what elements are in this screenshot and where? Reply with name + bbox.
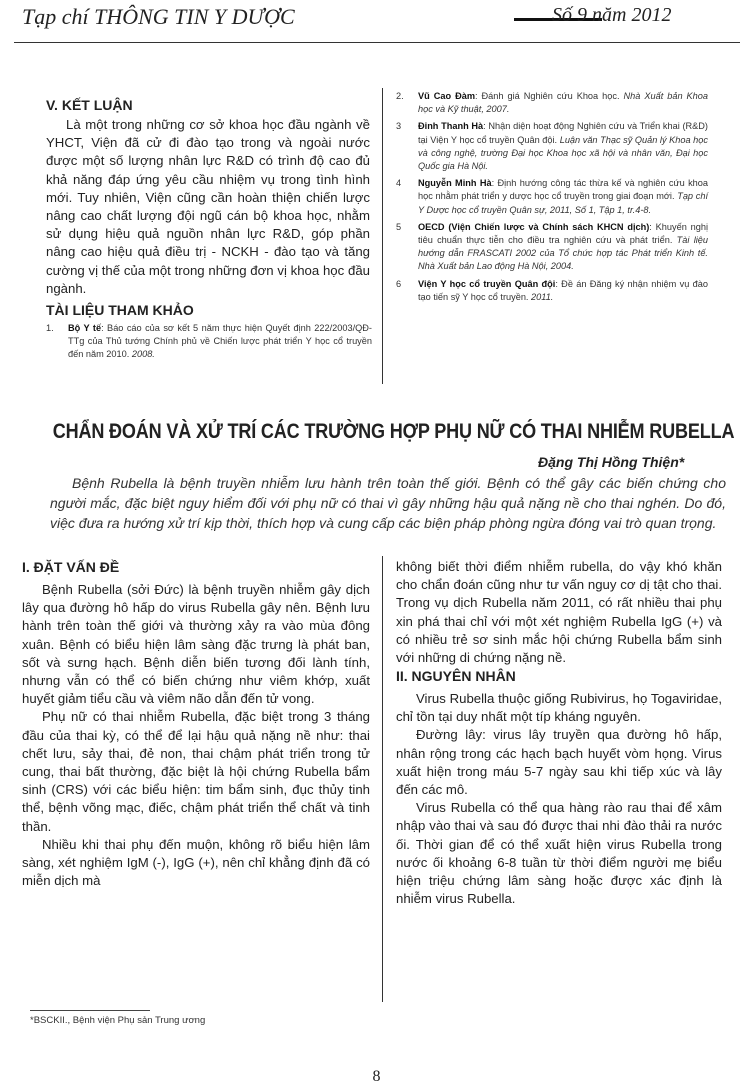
reference-text: : Đánh giá Nghiên cứu Khoa học.: [475, 91, 624, 101]
reference-source: Luận văn Thạc sỹ Quản lý Khoa học và công nghệ, trường Đại học Khoa học xã hội và nhân văn, Đại học Quốc gia Hà Nội.: [418, 134, 708, 172]
reference-number: 1.: [46, 323, 54, 333]
conclusion-paragraph: Là một trong những cơ sở khoa học đầu ngành về YHCT, Viện đã cử đi đào tạo trong và ngoài nước được một số lượng nhân lực R&D có trình độ cao đủ khả năng đáp ứng yêu cầu nhiệm vụ trong tình hình mới. Tuy nhiên, Viện cũng cần hoàn thiện chiến lược nâng cao chất lượng đội ngũ cán bộ khoa học, nhằm sử dụng hiệu quả nguồn nhân lực R&D, góp phần nâng cao hiệu quả điều trị - NCKH - đào tạo và tăng cường vị thế của một trong những đơn vị khoa học đầu ngành.: [46, 117, 370, 296]
section2-text: [396, 690, 722, 908]
reference-item: [396, 221, 708, 274]
reference-text: : Đề án Đăng ký nhận nhiệm vụ đào tạo tiến sỹ Y học cổ truyền.: [418, 278, 708, 302]
article-author: Đặng Thị Hồng Thiện*: [538, 454, 685, 470]
reference-text: : Khuyến nghị tiêu chuẩn thực tiễn cho điều tra nghiên cứu và phát triển.: [418, 221, 708, 246]
reference-body: [418, 221, 708, 274]
section1-continued: [396, 558, 722, 667]
section2-paragraph: Virus Rubella thuộc giống Rubivirus, họ Togaviridae, chỉ tồn tại duy nhất một típ kháng nguyên.: [396, 691, 722, 725]
reference-text: : Nhận diện hoạt động Nghiên cứu và Triển khai (R&D) tại Viện Y học cổ truyền Quân đội.: [418, 121, 708, 145]
reference-source: 2008.: [131, 349, 155, 360]
article-abstract: Bệnh Rubella là bệnh truyền nhiễm lưu hành trên toàn thế giới. Bệnh có thể gây các biến chứng cho người mắc, đặc biệt nguy hiểm đối với phụ nữ có thai vì gây những hậu quả nặng nề cho thai nghén. Do đó, việc đưa ra hướng xử trí kịp thời, thích hợp và cung cấp các biện pháp phòng ngừa đóng vai trò quan trọng.: [50, 475, 726, 531]
footnote: *BSCKII., Bệnh viện Phụ sản Trung ương: [30, 1015, 206, 1026]
section1-paragraph: Phụ nữ có thai nhiễm Rubella, đặc biệt trong 3 tháng đầu của thai kỳ, có thể để lại hậu quả nặng nề như: thai chết lưu, sảy thai, đẻ non, thai chậm phát triển trong tử cung, thai bất thường, đặc biệt là hội chứng Rubella bẩm sinh (CRS) với các biểu hiện: tim bẩm sinh, đục thủy tinh thể, bệnh võng mạc, điếc, chậm phát triển thể chất và tinh thần.: [22, 709, 370, 834]
reference-text: : Báo cáo của sơ kết 5 năm thực hiện Quyết định 222/2003/QĐ-TTg của Thủ tướng Chính phủ về Chiến lược phát triển Y học cổ truyền đến năm 2010.: [68, 323, 372, 360]
reference-author: Viện Y học cổ truyền Quân đội: [418, 278, 556, 289]
reference-author: Đinh Thanh Hà: [418, 121, 484, 132]
reference-text: : Định hướng công tác thừa kế và nghiên cứu khoa học nhằm phát triển y dược học cổ truyền trong giai đoạn mới.: [418, 178, 708, 202]
footnote-rule: [30, 1010, 150, 1011]
issue-label: Số 9 năm 2012: [552, 4, 672, 26]
column-rule-upper: [382, 88, 383, 384]
reference-list-left: [46, 322, 372, 366]
reference-number: 4: [396, 178, 402, 189]
reference-number: 6: [396, 278, 402, 289]
reference-source: Tạp chí Y Dược học cổ truyền Quân sự, 2011, Số 1, Tập 1, tr.4-8.: [418, 191, 708, 215]
reference-source: Tài liệu hướng dẫn FRASCATI 2002 của Tổ chức hợp tác Phát triển Kinh tế. Nhà Xuất bản Lao động Hà Nội, 2004.: [418, 235, 708, 272]
reference-author: OECD (Viện Chiến lược và Chính sách KHCN dịch): [418, 221, 650, 232]
section2-heading: II. NGUYÊN NHÂN: [396, 668, 516, 684]
reference-author: Nguyễn Minh Hà: [418, 178, 492, 189]
section1-heading: I. ĐẶT VẤN ĐỀ: [22, 559, 120, 575]
article-title: CHẨN ĐOÁN VÀ XỬ TRÍ CÁC TRƯỜNG HỢP PHỤ NỮ CÓ THAI NHIỄM RUBELLA: [52, 420, 735, 443]
reference-number: 5: [396, 221, 402, 232]
reference-body: [68, 322, 372, 362]
reference-body: [418, 177, 708, 217]
section1-paragraph: Nhiều khi thai phụ đến muộn, không rõ biểu hiện lâm sàng, xét nghiệm IgM (-), IgG (+), nên chỉ khẳng định đã có miễn dịch mà: [22, 836, 370, 889]
reference-number: 3: [396, 121, 402, 132]
section2-paragraph: Đường lây: virus lây truyền qua đường hô hấp, nhân rộng trong các hạch bạch huyết vòm họng. Virus xuất hiện trong máu 5-7 ngày sau khi tiếp xúc và lây đến các mô.: [396, 727, 722, 798]
reference-item: [396, 278, 708, 304]
page-number: 8: [372, 1068, 381, 1085]
reference-item: [46, 322, 372, 362]
section1-paragraph: không biết thời điểm nhiễm rubella, do vậy khó khăn cho chẩn đoán cũng như tư vấn nguy cơ dị tật cho thai. Trong vụ dịch Rubella năm 2011, có rất nhiều thai phụ xin phá thai chỉ với một xét nghiệm Rubella IgG (+) và có nhiều trẻ sơ sinh mắc hội chứng Rubella bẩm sinh với những di chứng nặng nề.: [396, 559, 722, 666]
reference-author: Vũ Cao Đàm: [418, 91, 475, 101]
section1-text: [22, 581, 370, 890]
reference-author: Bộ Y tế: [68, 323, 102, 333]
reference-list-right: [396, 90, 708, 308]
reference-body: [418, 278, 708, 304]
section1-paragraph: Bệnh Rubella (sởi Đức) là bệnh truyền nhiễm gây dịch lây qua đường hô hấp do virus Rubella gây nên. Bệnh lưu hành trên toàn thế giới và thường xảy ra vào mùa đông xuân. Bệnh có biểu hiện lâm sàng đặc trưng là phát ban, sốt và sưng hạch. Bệnh diễn biến tương đối lành tính, nhưng vẫn có thể có biến chứng như viêm khớp, xuất huyết giảm tiểu cầu và viêm não dẫn đến tử vong.: [22, 582, 370, 707]
top-rule: [14, 42, 740, 43]
reference-item: [396, 120, 708, 173]
reference-source: Nhà Xuất bản Khoa học và Kỹ thuật, 2007.: [418, 91, 709, 115]
journal-title: Tạp chí THÔNG TIN Y DƯỢC: [22, 4, 295, 29]
reference-number: 2.: [396, 91, 404, 101]
reference-body: [418, 90, 708, 116]
reference-source: 2011.: [531, 291, 554, 302]
reference-item: [396, 177, 708, 217]
reference-item: [396, 90, 708, 116]
reference-body: [418, 120, 708, 173]
section2-paragraph: Virus Rubella có thể qua hàng rào rau thai để xâm nhập vào thai và sau đó được thai nhi đào thải ra nước ối. Thời gian để có thể xuất hiện virus Rubella trong nước ối khoảng 6-8 tuần từ thời điểm người mẹ biểu hiện triệu chứng lâm sàng hoặc được xác định là nhiễm virus Rubella.: [396, 800, 722, 907]
references-heading: TÀI LIỆU THAM KHẢO: [46, 302, 194, 318]
conclusion-text: [46, 116, 370, 298]
column-rule-lower: [382, 556, 383, 1002]
conclusion-heading: V. KẾT LUẬN: [46, 97, 133, 113]
